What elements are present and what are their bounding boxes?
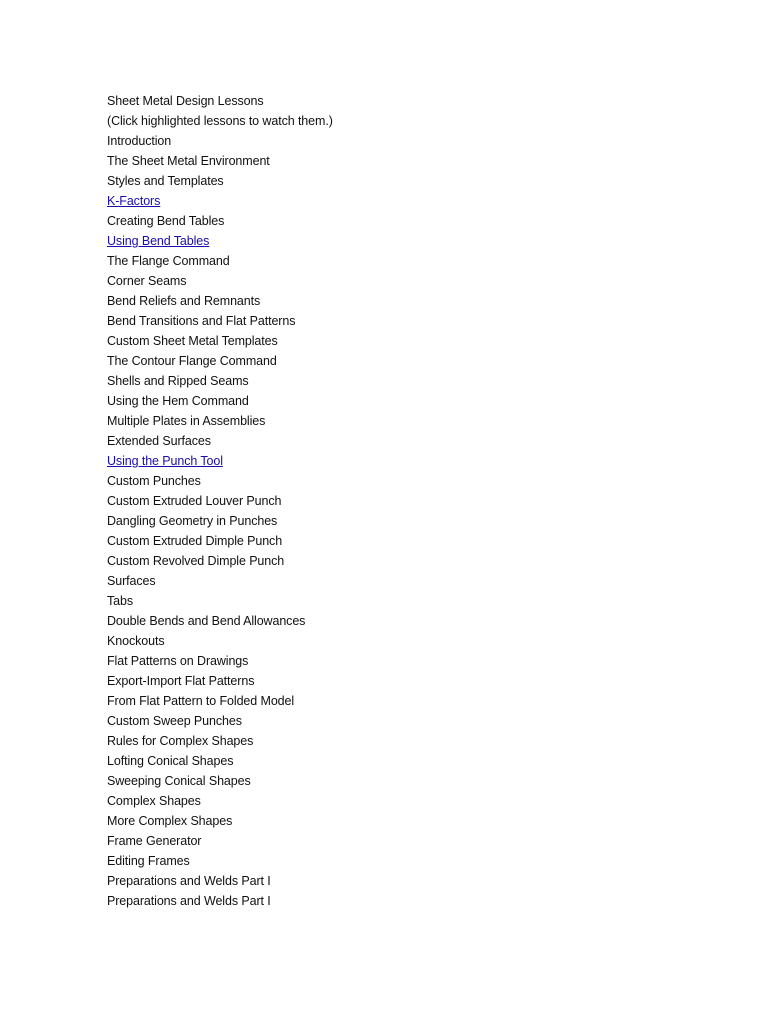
document-title: Sheet Metal Design Lessons	[107, 94, 264, 108]
lesson-item: Flat Patterns on Drawings	[107, 654, 249, 668]
lesson-item: More Complex Shapes	[107, 814, 233, 828]
lesson-link[interactable]: Using the Punch Tool	[107, 454, 223, 468]
lesson-item: Export-Import Flat Patterns	[107, 674, 255, 688]
lesson-item: Bend Reliefs and Remnants	[107, 294, 261, 308]
instruction-text: (Click highlighted lessons to watch them.)	[107, 114, 333, 128]
lesson-item: Knockouts	[107, 634, 165, 648]
lesson-item: Lofting Conical Shapes	[107, 754, 234, 768]
lesson-item: Creating Bend Tables	[107, 214, 225, 228]
lesson-item: Preparations and Welds Part I	[107, 874, 271, 888]
lesson-item: Surfaces	[107, 574, 156, 588]
lesson-item: Custom Extruded Louver Punch	[107, 494, 282, 508]
lesson-item: Corner Seams	[107, 274, 187, 288]
lesson-link[interactable]: Using Bend Tables	[107, 234, 210, 248]
lesson-item: Extended Surfaces	[107, 434, 211, 448]
lesson-item: Introduction	[107, 134, 172, 148]
lesson-item: Shells and Ripped Seams	[107, 374, 249, 388]
lesson-item: Custom Extruded Dimple Punch	[107, 534, 283, 548]
lesson-item: From Flat Pattern to Folded Model	[107, 694, 295, 708]
lesson-item: Custom Revolved Dimple Punch	[107, 554, 285, 568]
lesson-item: Bend Transitions and Flat Patterns	[107, 314, 296, 328]
lesson-item: The Contour Flange Command	[107, 354, 277, 368]
lesson-link[interactable]: K-Factors	[107, 194, 161, 208]
lesson-item: Styles and Templates	[107, 174, 224, 188]
lesson-item: Using the Hem Command	[107, 394, 249, 408]
lesson-list	[107, 91, 333, 911]
lesson-item: The Flange Command	[107, 254, 230, 268]
lesson-item: Complex Shapes	[107, 794, 201, 808]
lesson-item: Custom Sheet Metal Templates	[107, 334, 278, 348]
lesson-item: Sweeping Conical Shapes	[107, 774, 251, 788]
lesson-item: The Sheet Metal Environment	[107, 154, 270, 168]
lesson-item: Dangling Geometry in Punches	[107, 514, 278, 528]
lesson-item: Rules for Complex Shapes	[107, 734, 254, 748]
lesson-item: Double Bends and Bend Allowances	[107, 614, 306, 628]
lesson-item: Preparations and Welds Part I	[107, 894, 271, 908]
lesson-item: Custom Punches	[107, 474, 201, 488]
lesson-item: Editing Frames	[107, 854, 190, 868]
lesson-item: Custom Sweep Punches	[107, 714, 242, 728]
lesson-item: Frame Generator	[107, 834, 202, 848]
lesson-item: Tabs	[107, 594, 134, 608]
lesson-item: Multiple Plates in Assemblies	[107, 414, 266, 428]
